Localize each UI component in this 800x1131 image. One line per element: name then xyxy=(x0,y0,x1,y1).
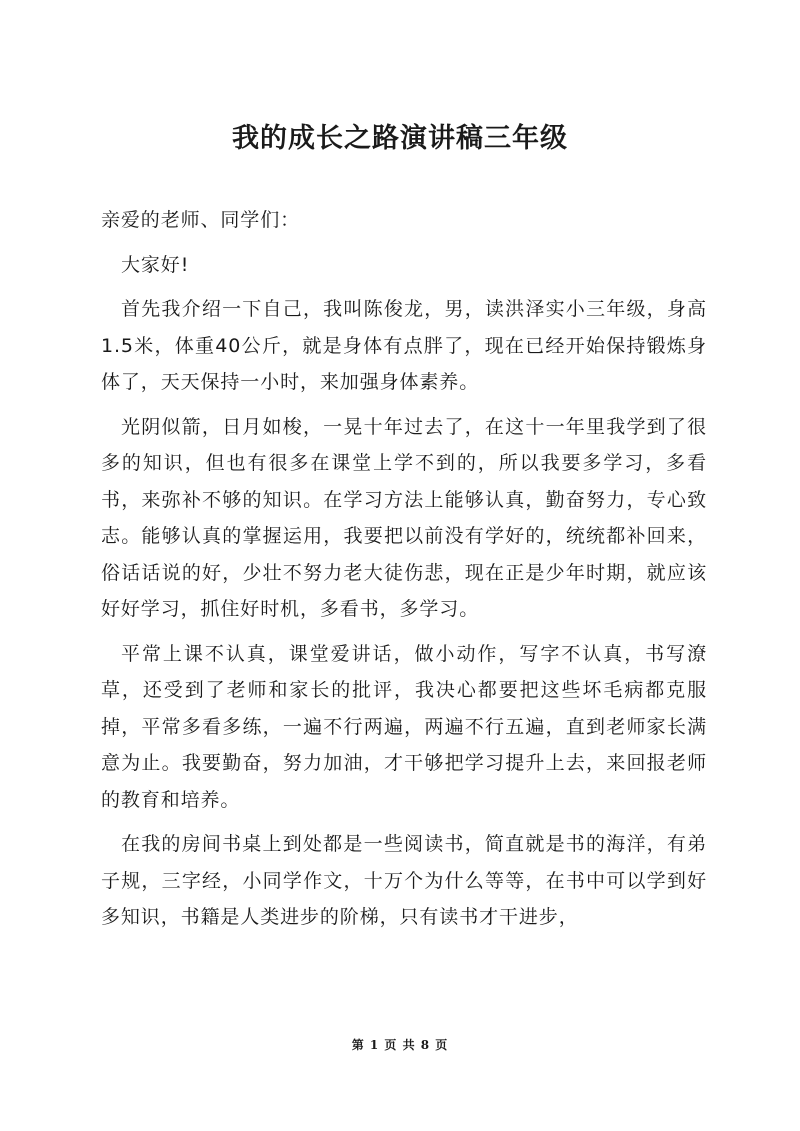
paragraph-books: 在我的房间书桌上到处都是一些阅读书，简直就是书的海洋，有弟子规，三字经，小同学作文，十万个为什么等等，在书中可以学到好多知识，书籍是人类进步的阶梯，只有读书才干进步， xyxy=(101,833,707,928)
paragraph-habits: 平常上课不认真，课堂爱讲话，做小动作，写字不认真，书写潦草，还受到了老师和家长的批评，我决心都要把这些坏毛病都克服掉，平常多看多练，一遍不行两遍，两遍不行五遍，直到老师家长满意为止。我要勤奋，努力加油，才干够把学习提升上去，来回报老师的教育和培养。 xyxy=(101,642,707,811)
paragraph-introduction: 首先我介绍一下自己，我叫陈俊龙，男，读洪泽实小三年级，身高1.5米，体重40公斤，就是身体有点胖了，现在已经开始保持锻炼身体了，天天保持一小时，来加强身体素养。 xyxy=(101,298,707,393)
page-number: 第 1 页 共 8 页 xyxy=(351,1038,449,1052)
paragraph-greeting: 大家好! xyxy=(121,253,190,276)
page-footer xyxy=(0,1036,800,1053)
document-body xyxy=(101,202,707,944)
salutation: 亲爱的老师、同学们： xyxy=(101,209,301,231)
document-title: 我的成长之路演讲稿三年级 xyxy=(232,123,568,154)
paragraph-learning: 光阴似箭，日月如梭，一晃十年过去了，在这十一年里我学到了很多的知识，但也有很多在课堂上学不到的，所以我要多学习，多看书，来弥补不够的知识。在学习方法上能够认真，勤奋努力，专心致志。能够认真的掌握运用，我要把以前没有学好的，统统都补回来，俗话话说的好，少壮不努力老大徒伤悲，现在正是少年时期，就应该好好学习，抓住好时机，多看书，多学习。 xyxy=(101,415,707,620)
